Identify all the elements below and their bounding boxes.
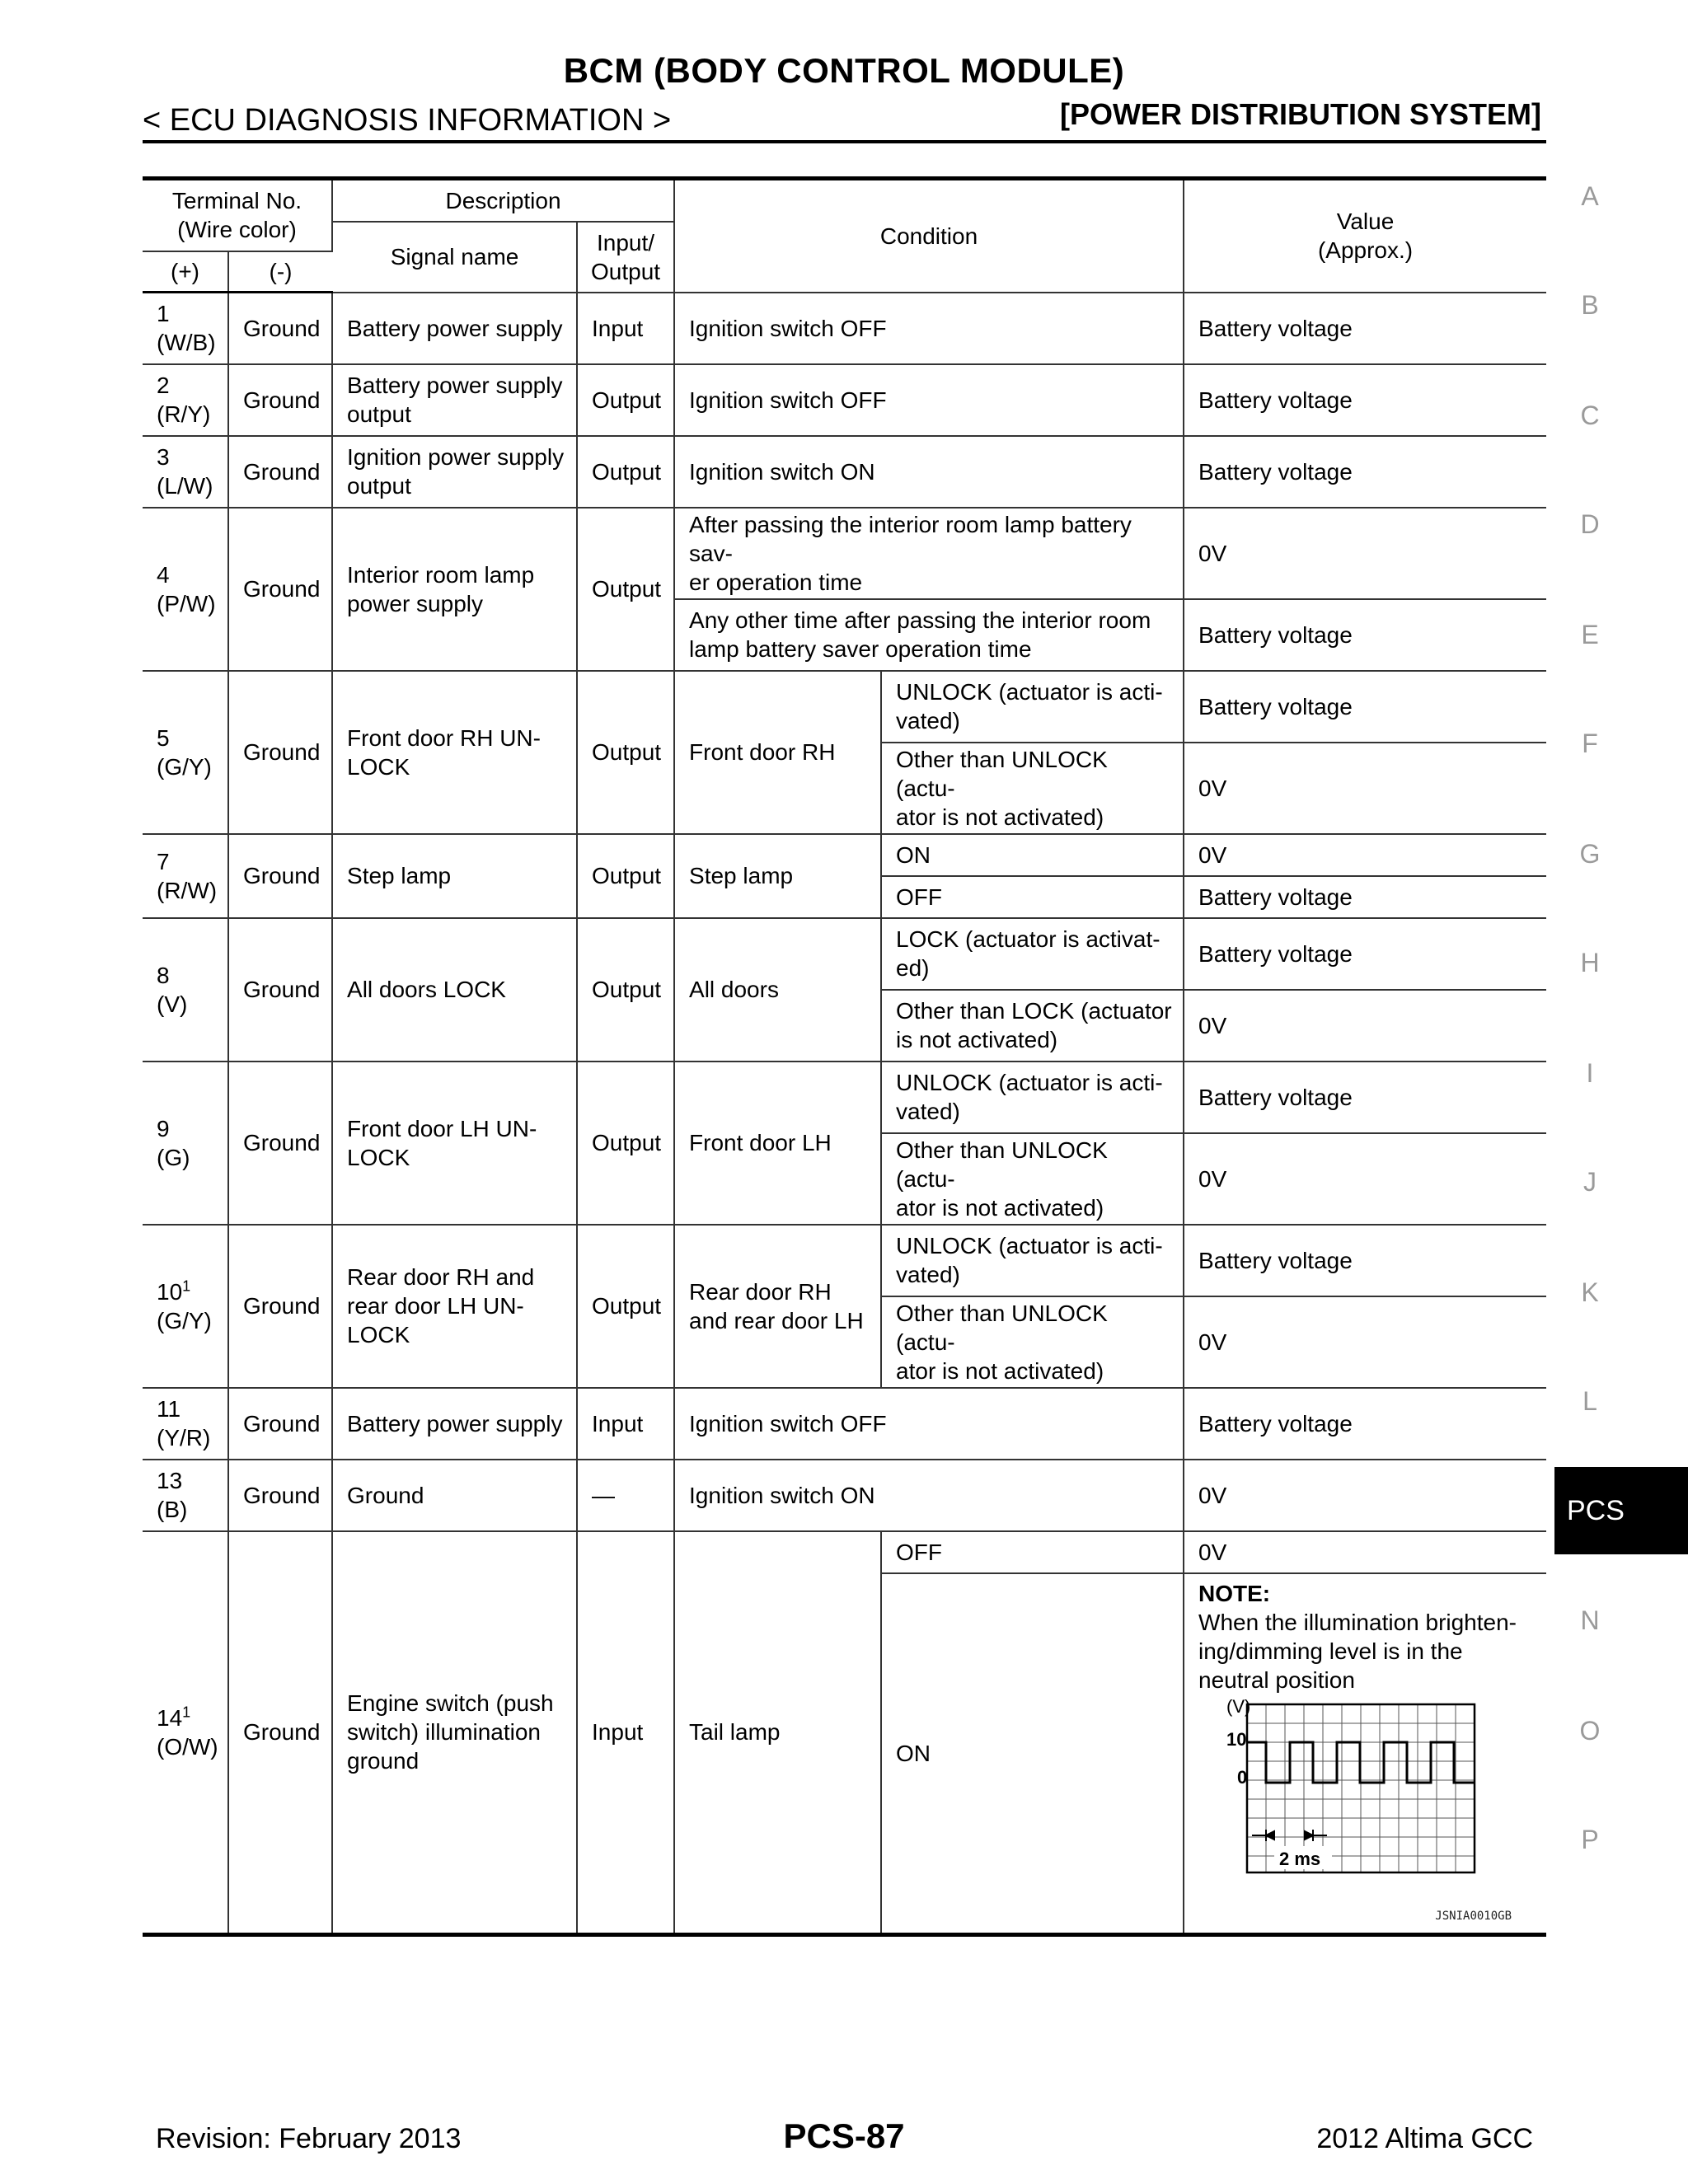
terminal-cell: 5 (G/Y) (143, 671, 228, 834)
value-cell: 0V (1184, 508, 1546, 599)
io-cell: Output (577, 1225, 674, 1388)
table-row (143, 918, 1546, 990)
condition-cell: Front door RH (674, 671, 881, 834)
header-description: Description (332, 179, 674, 222)
terminal-cell: 13 (B) (143, 1460, 228, 1531)
value-cell: Battery voltage (1184, 364, 1546, 436)
value-cell: Battery voltage (1184, 293, 1546, 364)
index-letter[interactable]: L (1582, 1386, 1597, 1416)
terminal-cell: 8 (V) (143, 918, 228, 1062)
value-cell: Battery voltage (1184, 1062, 1546, 1133)
signal-cell: Battery power supply (332, 293, 577, 364)
period-marker (1252, 1830, 1327, 1841)
minus-cell: Ground (228, 1388, 332, 1460)
index-letter[interactable]: D (1580, 509, 1600, 539)
condition-cell: All doors (674, 918, 881, 1062)
condition-cell: Ignition switch ON (674, 1460, 1184, 1531)
minus-cell: Ground (228, 1225, 332, 1388)
signal-cell: Interior room lamp power supply (332, 508, 577, 671)
value-cell: 0V (1184, 1133, 1546, 1225)
wave-trace (1247, 1742, 1475, 1783)
value-cell-note (1184, 1573, 1546, 1935)
note-title: NOTE: (1198, 1580, 1271, 1606)
value-cell: 0V (1184, 1531, 1546, 1573)
minus-cell: Ground (228, 1531, 332, 1935)
subcondition-cell: UNLOCK (actuator is acti- vated) (881, 671, 1184, 743)
terminal-cell: 2 (R/Y) (143, 364, 228, 436)
terminal-cell: 1 (W/B) (143, 293, 228, 364)
terminal-cell: 11 (Y/R) (143, 1388, 228, 1460)
condition-cell: Step lamp (674, 834, 881, 918)
model-text: 2012 Altima GCC (1316, 2123, 1533, 2154)
revision-text: Revision: February 2013 (156, 2123, 462, 2154)
signal-cell: Ground (332, 1460, 577, 1531)
subcondition-cell: LOCK (actuator is activat- ed) (881, 918, 1184, 990)
index-letter[interactable]: E (1581, 620, 1599, 649)
condition-cell: Ignition switch OFF (674, 364, 1184, 436)
value-cell: 0V (1184, 834, 1546, 876)
minus-cell: Ground (228, 293, 332, 364)
io-cell: Output (577, 1062, 674, 1225)
subcondition-cell: OFF (881, 876, 1184, 918)
condition-cell: Rear door RH and rear door LH (674, 1225, 881, 1388)
index-letter[interactable]: K (1581, 1277, 1599, 1307)
subcondition-cell: ON (881, 1573, 1184, 1935)
minus-cell: Ground (228, 834, 332, 918)
index-letter[interactable]: I (1586, 1058, 1594, 1088)
subcondition-cell: UNLOCK (actuator is acti- vated) (881, 1225, 1184, 1296)
index-letter[interactable]: J (1583, 1167, 1597, 1197)
header-rule (143, 140, 1546, 143)
terminal-cell: 4 (P/W) (143, 508, 228, 671)
io-cell: Output (577, 834, 674, 918)
io-cell: Output (577, 918, 674, 1062)
header-signal-name: Signal name (332, 222, 577, 293)
value-cell: Battery voltage (1184, 671, 1546, 743)
index-letter[interactable]: H (1580, 948, 1600, 977)
index-letter[interactable]: B (1581, 290, 1599, 320)
terminal-cell: $10^1$ (G/Y) (143, 1225, 228, 1388)
minus-cell: Ground (228, 918, 332, 1062)
subcondition-cell: OFF (881, 1531, 1184, 1573)
signal-cell: Front door LH UN- LOCK (332, 1062, 577, 1225)
index-letter[interactable]: G (1579, 839, 1601, 869)
waveform-svg (1198, 1698, 1495, 1887)
page-number: PCS-87 (783, 2116, 905, 2155)
io-cell: Output (577, 436, 674, 508)
value-cell: 0V (1184, 743, 1546, 834)
signal-cell: Front door RH UN- LOCK (332, 671, 577, 834)
signal-cell: Ignition power supply output (332, 436, 577, 508)
terminal-cell: 3 (L/W) (143, 436, 228, 508)
minus-cell: Ground (228, 1460, 332, 1531)
header-plus: (+) (143, 251, 228, 293)
minus-cell: Ground (228, 1062, 332, 1225)
condition-cell: Ignition switch ON (674, 436, 1184, 508)
minus-cell: Ground (228, 671, 332, 834)
table-row (143, 508, 1546, 599)
condition-cell: Front door LH (674, 1062, 881, 1225)
index-letter[interactable]: O (1579, 1716, 1601, 1746)
index-tab-current[interactable]: PCS (1554, 1467, 1688, 1554)
io-cell: Output (577, 671, 674, 834)
io-cell: Output (577, 508, 674, 671)
table-row (143, 1225, 1546, 1296)
table-row (143, 834, 1546, 876)
value-cell: Battery voltage (1184, 918, 1546, 990)
io-cell: Output (577, 364, 674, 436)
table-row (143, 1531, 1546, 1573)
condition-cell: After passing the interior room lamp battery sav- er operation time (674, 508, 1184, 599)
waveform-figure (1198, 1694, 1536, 1931)
table-row (143, 1460, 1546, 1531)
condition-cell: Ignition switch OFF (674, 1388, 1184, 1460)
subcondition-cell: Other than UNLOCK (actu- ator is not activated) (881, 743, 1184, 834)
figure-id: JSNIA0010GB (1435, 1909, 1512, 1923)
wave-high-label: 10 (1226, 1728, 1247, 1750)
terminal-cell: $14^1$ (O/W) (143, 1531, 228, 1935)
terminal-spec-table (143, 176, 1546, 1937)
value-cell: 0V (1184, 1460, 1546, 1531)
index-letter[interactable]: P (1581, 1825, 1599, 1854)
subcondition-cell: Other than UNLOCK (actu- ator is not activated) (881, 1133, 1184, 1225)
subcondition-cell: UNLOCK (actuator is acti- vated) (881, 1062, 1184, 1133)
minus-cell: Ground (228, 364, 332, 436)
table-row (143, 671, 1546, 743)
header-io: Input/ Output (577, 222, 674, 293)
signal-cell: Engine switch (push switch) illumination ground (332, 1531, 577, 1935)
wave-low-label: 0 (1237, 1766, 1248, 1788)
index-letter[interactable]: F (1582, 729, 1598, 758)
signal-cell: Rear door RH and rear door LH UN- LOCK (332, 1225, 577, 1388)
signal-cell: Step lamp (332, 834, 577, 918)
index-letter[interactable]: A (1581, 181, 1599, 211)
subcondition-cell: Other than UNLOCK (actu- ator is not activated) (881, 1296, 1184, 1388)
terminal-cell: 9 (G) (143, 1062, 228, 1225)
io-cell: Input (577, 1531, 674, 1935)
wave-unit-label: (V) (1226, 1697, 1251, 1717)
condition-cell: Any other time after passing the interior room lamp battery saver operation time (674, 599, 1184, 671)
condition-cell: Ignition switch OFF (674, 293, 1184, 364)
value-cell: Battery voltage (1184, 1225, 1546, 1296)
io-cell: Input (577, 293, 674, 364)
page-title: BCM (BODY CONTROL MODULE) (563, 51, 1125, 90)
minus-cell: Ground (228, 436, 332, 508)
table-row (143, 293, 1546, 364)
signal-cell: Battery power supply output (332, 364, 577, 436)
table-row (143, 364, 1546, 436)
table-row (143, 436, 1546, 508)
index-letter[interactable]: C (1580, 401, 1600, 430)
value-cell: 0V (1184, 1296, 1546, 1388)
note-text: When the illumination brighten- ing/dimming level is in the neutral position (1198, 1609, 1517, 1693)
value-cell: Battery voltage (1184, 876, 1546, 918)
value-cell: 0V (1184, 990, 1546, 1062)
value-cell: Battery voltage (1184, 1388, 1546, 1460)
terminal-cell: 7 (R/W) (143, 834, 228, 918)
table-row (143, 1388, 1546, 1460)
signal-cell: Battery power supply (332, 1388, 577, 1460)
io-cell: — (577, 1460, 674, 1531)
value-cell: Battery voltage (1184, 436, 1546, 508)
table-row (143, 1062, 1546, 1133)
header-minus: (-) (228, 251, 332, 293)
header-value: Value (Approx.) (1184, 179, 1546, 293)
minus-cell: Ground (228, 508, 332, 671)
signal-cell: All doors LOCK (332, 918, 577, 1062)
period-label: 2 ms (1279, 1848, 1321, 1869)
header-terminal: Terminal No. (Wire color) (143, 179, 332, 251)
header-condition: Condition (674, 179, 1184, 293)
subcondition-cell: Other than LOCK (actuator is not activated) (881, 990, 1184, 1062)
system-name: [POWER DISTRIBUTION SYSTEM] (1060, 97, 1541, 131)
value-cell: Battery voltage (1184, 599, 1546, 671)
index-letter[interactable]: N (1580, 1605, 1600, 1635)
subcondition-cell: ON (881, 834, 1184, 876)
condition-cell: Tail lamp (674, 1531, 881, 1935)
io-cell: Input (577, 1388, 674, 1460)
section-breadcrumb: < ECU DIAGNOSIS INFORMATION > (143, 103, 672, 138)
